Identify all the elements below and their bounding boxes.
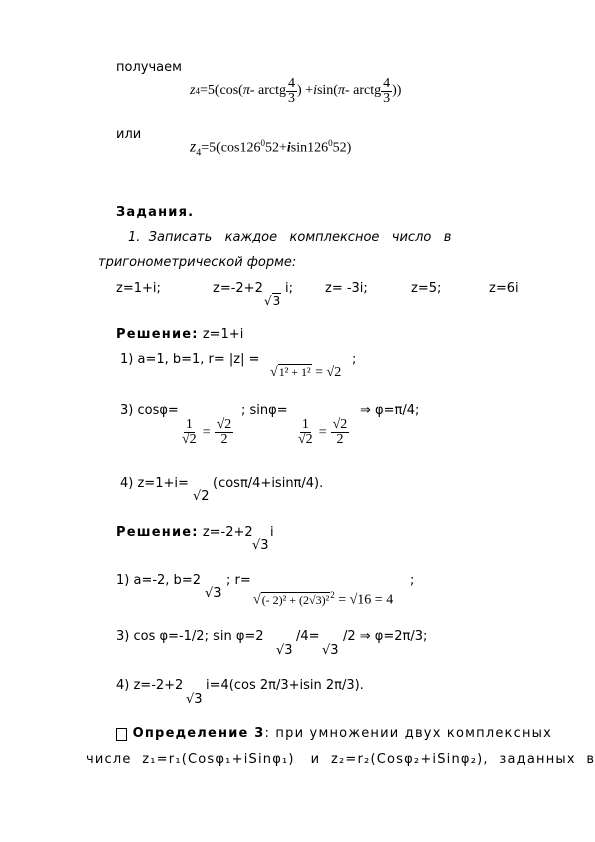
formula-part: = √16 = 4	[338, 592, 394, 608]
radicand: 3	[272, 294, 281, 308]
formula-part: ))	[392, 83, 402, 98]
radicand: 1² + 1²	[278, 365, 311, 379]
task-1-line2: тригонометрической форме:	[98, 255, 297, 270]
sol1-step4-end: (cosπ/4+isinπ/4).	[213, 476, 324, 491]
solution-label: Решение:	[116, 525, 199, 540]
sqrt-sign: √	[253, 592, 261, 608]
task-item-2: z=-2+2	[213, 281, 263, 296]
square-exponent: 2	[330, 590, 335, 600]
definition-label: Определение 3	[132, 726, 265, 741]
sol1-step4: 4) z=1+i=	[120, 476, 189, 491]
definition-text: : при умножении двух комплексных	[264, 726, 552, 741]
formula-part: - arctg	[249, 83, 287, 98]
sol2-step3-end: /2 ⇒ φ=2π/3;	[343, 629, 428, 644]
formula-z4-arctg	[190, 71, 401, 111]
definition-bullet	[116, 728, 127, 741]
frac-num: √2	[216, 417, 232, 432]
frac-num: 1	[185, 417, 193, 432]
task-1-line1: 1. Записать каждое комплексное число в	[128, 230, 452, 245]
pi-symbol: π	[242, 83, 250, 98]
solution-label: Решение:	[116, 327, 199, 342]
formula-part: = √2	[315, 365, 342, 380]
task-item-2-sqrt	[264, 294, 281, 308]
var-z: z	[190, 83, 196, 98]
solution-expr: z=-2+2	[198, 525, 253, 540]
var-i: i	[286, 140, 291, 156]
sol2-step4: 4) z=-2+2	[116, 678, 184, 693]
frac-den: 2	[336, 432, 344, 447]
fraction-4-3	[381, 77, 392, 106]
frac-den: 2	[220, 432, 228, 447]
sol2-step1-r: ; r=	[226, 573, 251, 588]
solution-1-title	[116, 327, 243, 342]
sub-4: 4	[195, 86, 200, 96]
frac-num: √2	[332, 417, 348, 432]
task-item-2-end: i;	[285, 281, 293, 296]
sol1-semicolon: ;	[352, 352, 357, 367]
sol1-phi-result: ⇒ φ=π/4;	[360, 403, 420, 418]
pi-symbol: π	[337, 83, 345, 98]
sol2-step1: 1) a=-2, b=2	[116, 573, 201, 588]
task-item-1: z=1+i;	[116, 281, 161, 296]
sol2-i: i	[270, 525, 274, 540]
task-item-4: z=5;	[411, 281, 442, 296]
frac-den: 3	[288, 90, 296, 106]
sol1-step3-cos: 3) cosφ=	[120, 403, 179, 418]
heading-tasks: Задания.	[116, 205, 195, 220]
sol1-step3-sin: ; sinφ=	[241, 403, 288, 418]
var-i: i	[313, 83, 317, 98]
sol2-step1-sqrt3: √3	[205, 586, 222, 601]
frac-den: 3	[383, 90, 391, 106]
sol1-step1: 1) a=1, b=1, r= |z| =	[120, 352, 260, 367]
sub-4: 4	[196, 147, 202, 159]
frac-num: 4	[383, 75, 391, 91]
degree-sign: 0	[328, 138, 333, 148]
sqrt-sign: √	[270, 365, 278, 380]
var-z: z	[190, 138, 197, 156]
formula-part: sin126	[290, 140, 329, 156]
formula-part: +	[278, 140, 287, 156]
sol2-semicolon: ;	[410, 573, 415, 588]
task-item-3: z= -3i;	[325, 281, 368, 296]
radicand: (- 2)² + (2√3)²	[261, 592, 330, 607]
solution-expr: z=1+i	[198, 327, 244, 342]
sol2-step4-end: i=4(cos 2π/3+isin 2π/3).	[206, 678, 364, 693]
formula-part: ) +	[297, 83, 314, 98]
sol1-sqrt-expr	[270, 365, 341, 381]
text-poluchaem: получаем	[116, 60, 182, 75]
sol1-sin-value: $\frac{1}{√2}$ = $\frac{√2}{2}$	[298, 417, 348, 447]
sol1-cos-value: $\frac{1}{√2}$ = $\frac{√2}{2}$	[182, 417, 232, 447]
sol2-step3-sqrt3-b: √3	[322, 643, 339, 658]
formula-part: 52	[264, 140, 279, 156]
sol1-step4-sqrt: √2	[193, 489, 210, 504]
formula-part: 52	[332, 140, 347, 156]
sol2-step3: 3) cos φ=-1/2; sin φ=2	[116, 629, 264, 644]
definition-3-line1	[116, 726, 552, 741]
definition-3-line2: числе z₁=r₁(Cosφ₁+iSinφ₁) и z₂=r₂(Cosφ₂+iSinφ₂), заданных в	[86, 752, 595, 767]
formula-part: )	[346, 140, 352, 156]
frac-den: √2	[182, 432, 197, 447]
sol2-step3-sqrt3-a: √3	[276, 643, 293, 658]
fraction-4-3	[286, 77, 297, 106]
sol2-step4-sqrt3: √3	[186, 692, 203, 707]
frac-num: 4	[288, 75, 296, 91]
sol2-sqrt-expr	[253, 590, 393, 609]
frac-den: √2	[298, 432, 313, 447]
degree-sign: 0	[260, 138, 265, 148]
formula-part: sin(	[316, 83, 338, 98]
solution-2-title	[116, 525, 253, 540]
sol2-sqrt3: √3	[252, 538, 269, 553]
formula-z4-degrees	[190, 138, 351, 158]
formula-part: - arctg	[344, 83, 382, 98]
task-item-5: z=6i	[489, 281, 519, 296]
text-ili: или	[116, 127, 142, 142]
sol2-step3-mid: /4=	[296, 629, 320, 644]
formula-part: =5(cos126	[201, 140, 261, 156]
frac-num: 1	[301, 417, 309, 432]
formula-part: =5(cos(	[199, 83, 243, 98]
sqrt-sign: √	[264, 294, 272, 308]
